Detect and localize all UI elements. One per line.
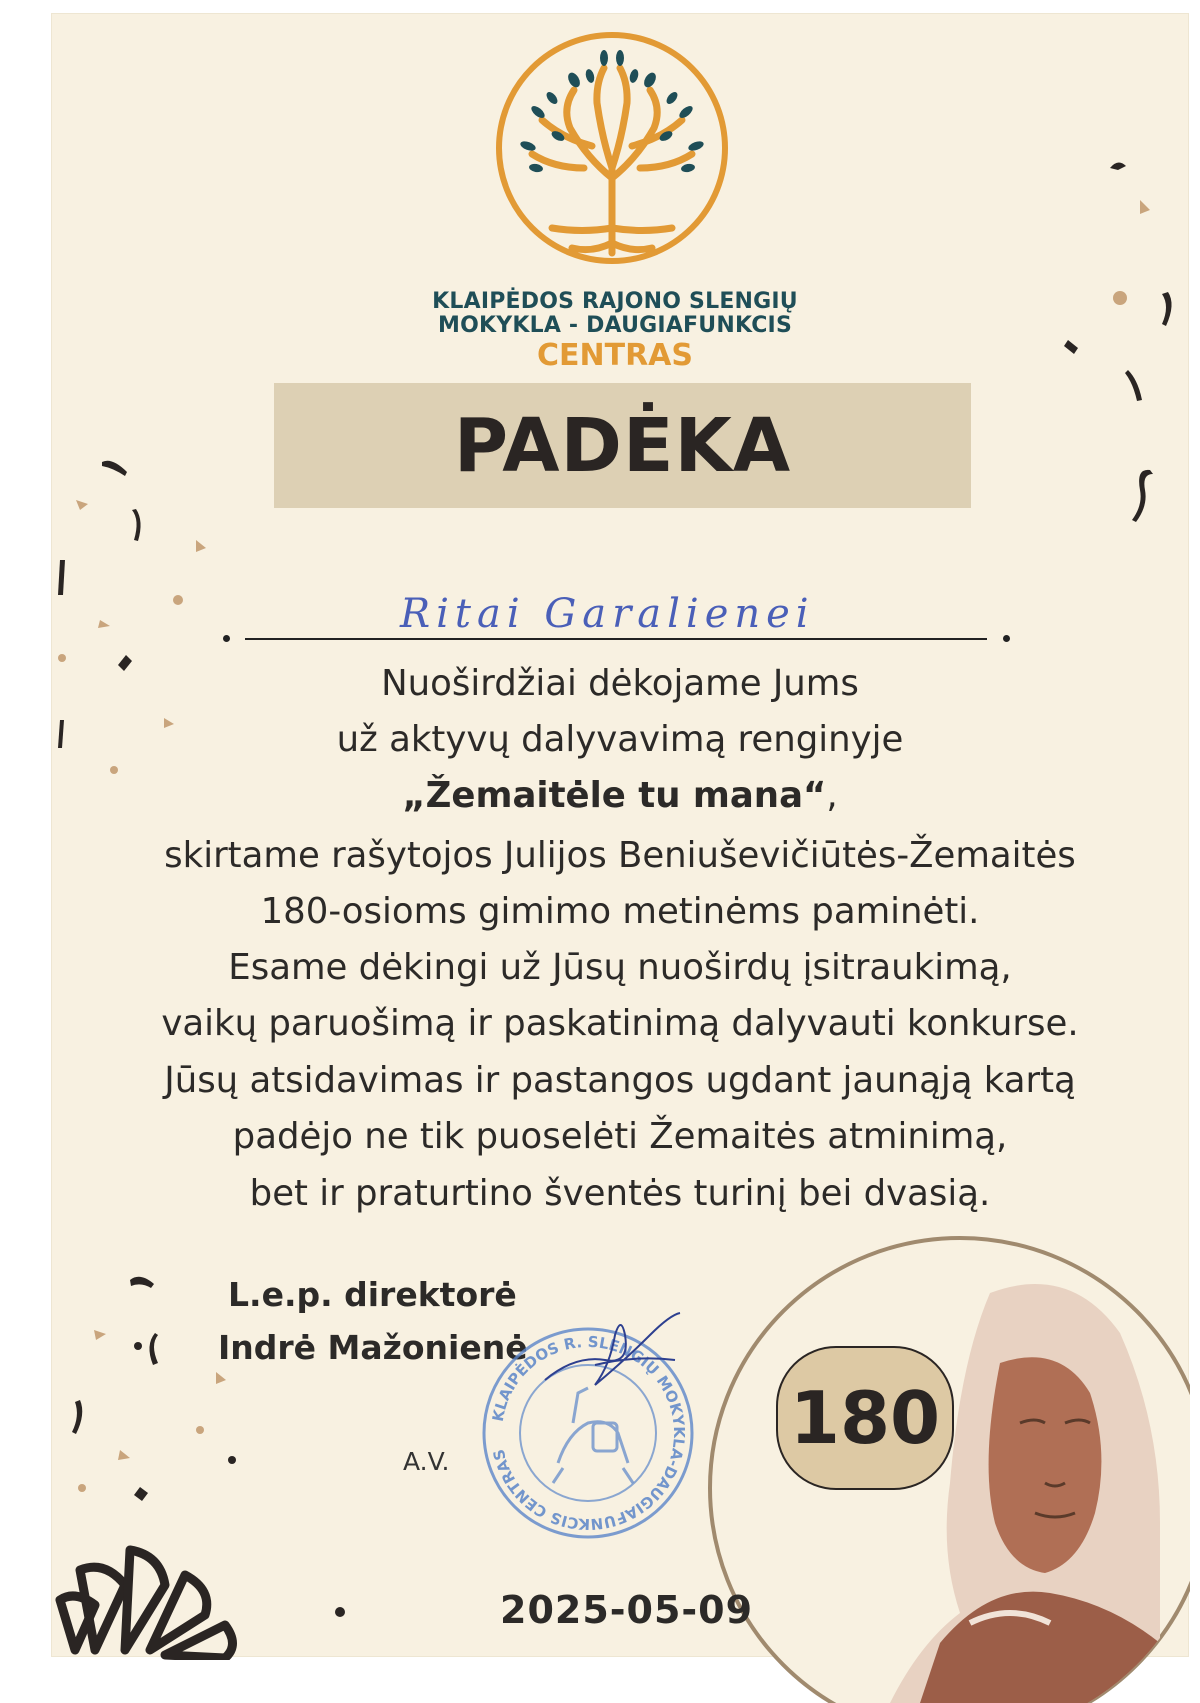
body-line-4: skirtame rašytojos Julijos Beniuševičiūtės-Žemaitės: [164, 835, 1076, 876]
recipient-handwriting: [380, 572, 860, 642]
body-line-3: [70, 768, 1170, 824]
school-logo-tree-icon: [492, 28, 732, 268]
body-line-10: bet ir praturtino šventės turinį bei dvasią.: [249, 1173, 991, 1214]
title-band: [274, 383, 971, 508]
certificate-title: PADĖKA: [453, 402, 792, 489]
recipient-line: [245, 638, 987, 640]
certificate-date: 2025-05-09: [500, 1588, 754, 1632]
organization-line-3: CENTRAS: [536, 338, 693, 373]
line-dot-left: [223, 635, 230, 642]
body-line-8: Jūsų atsidavimas ir pastangos ugdant jaunąją kartą: [164, 1060, 1076, 1101]
event-suffix: ,: [826, 775, 838, 816]
anniversary-badge: [776, 1346, 954, 1490]
event-name: „Žemaitėle tu mana“: [402, 775, 827, 816]
body-line-2: už aktyvų dalyvavimą renginyje: [336, 719, 904, 760]
svg-text:KLAIPĖDOS R. SLENGIŲ MOKYKLA-D: KLAIPĖDOS R. SLENGIŲ MOKYKLA-DAUGIAFUNKCIS CENTRAS: [488, 1332, 689, 1534]
signatory-name: Indrė Mažonienė: [218, 1328, 528, 1367]
fan-decoration-icon: [55, 1530, 245, 1660]
handwritten-signature: [535, 1305, 690, 1400]
badge-number: 180: [789, 1376, 941, 1460]
body-line-9: padėjo ne tik puoselėti Žemaitės atminimą,: [232, 1116, 1008, 1157]
svg-text:Ritai Garalienei: Ritai Garalienei: [400, 591, 815, 637]
body-line-6: Esame dėkingi už Jūsų nuoširdų įsitraukimą,: [228, 947, 1012, 988]
body-line-5: 180-osioms gimimo metinėms paminėti.: [260, 891, 980, 932]
stamp-label: A.V.: [403, 1447, 450, 1476]
body-line-1: Nuoširdžiai dėkojame Jums: [381, 663, 859, 704]
line-dot-right: [1003, 635, 1010, 642]
signatory-title: L.e.p. direktorė: [228, 1275, 517, 1314]
organization-line-2: MOKYKLA - DAUGIAFUNKCIS: [437, 313, 792, 338]
body-line-7: vaikų paruošimą ir paskatinimą dalyvauti konkurse.: [161, 1003, 1079, 1044]
organization-line-1: KLAIPĖDOS RAJONO SLENGIŲ: [432, 289, 798, 314]
